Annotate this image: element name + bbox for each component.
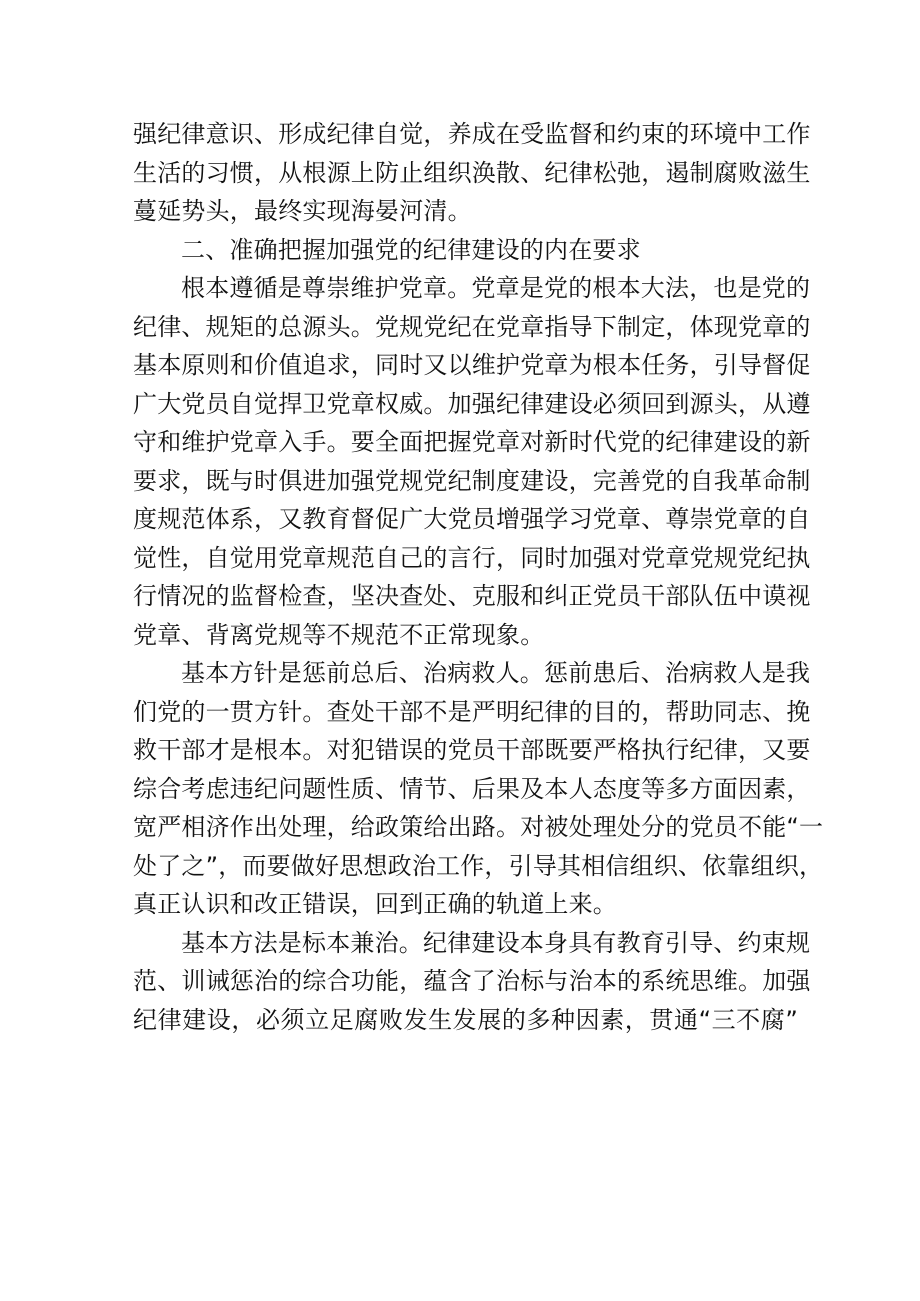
paragraph-4: [133, 654, 824, 924]
heading-line: 二、准确把握加强党的纪律建设的内在要求: [181, 235, 641, 264]
text-line: 救干部才是根本。对犯错误的党员干部既要严格执行纪律，又要: [133, 736, 811, 764]
text-line: 生活的习惯，从根源上防止组织涣散、纪律松弛，遏制腐败滋生: [133, 158, 811, 187]
text-line: 蔓延势头，最终实现海晏河清。: [133, 197, 472, 225]
paragraph-3: [133, 269, 811, 654]
text-line: 范、训诫惩治的综合功能，蕴含了治标与治本的系统思维。加强: [133, 967, 811, 995]
paragraph-1: [133, 115, 811, 231]
text-line: 宽严相济作出处理，给政策给出路。对被处理处分的党员不能“一: [133, 813, 824, 841]
section-heading: [133, 231, 798, 270]
text-line: 守和维护党章入手。要全面把握党章对新时代党的纪律建设的新: [133, 428, 811, 456]
text-line: 处了之”，而要做好思想政治工作，引导其相信组织、依靠组织，: [133, 851, 824, 880]
text-line: 强纪律意识、形成纪律自觉，养成在受监督和约束的环境中工作: [133, 120, 811, 148]
text-line: 综合考虑违纪问题性质、情节、后果及本人态度等多方面因素，: [133, 774, 811, 803]
text-line: 们党的一贯方针。查处干部不是严明纪律的目的，帮助同志、挽: [133, 697, 811, 726]
text-line: 党章、背离党规等不规范不正常现象。: [133, 620, 545, 649]
text-line: 纪律、规矩的总源头。党规党纪在党章指导下制定，体现党章的: [133, 312, 811, 341]
text-line: 度规范体系，又教育督促广大党员增强学习党章、尊崇党章的自: [133, 505, 811, 533]
text-line: 纪律建设，必须立足腐败发生发展的多种因素，贯通“三不腐”: [133, 1005, 798, 1034]
paragraph-5: [133, 924, 811, 1040]
text-line: 行情况的监督检查，坚决查处、克服和纠正党员干部队伍中谟视: [133, 582, 811, 610]
text-line: 觉性，自觉用党章规范自己的言行，同时加强对党章党规党纪执: [133, 543, 811, 572]
text-line: 基本方针是惩前总后、治病救人。惩前患后、治病救人是我: [181, 659, 811, 687]
text-line: 真正认识和改正错误，回到正确的轨道上来。: [133, 890, 617, 918]
text-line: 基本原则和价值追求，同时又以维护党章为根本任务，引导督促: [133, 351, 811, 379]
text-line: 根本遵循是尊崇维护党章。党章是党的根本大法，也是党的: [181, 274, 811, 302]
text-line: 基本方法是标本兼治。纪律建设本身具有教育引导、约束规: [181, 928, 811, 957]
text-line: 广大党员自觉捍卫党章权威。加强纪律建设必须回到源头，从遵: [133, 389, 811, 418]
document-body: [133, 115, 824, 1039]
text-line: 要求，既与时俱进加强党规党纪制度建设，完善党的自我革命制: [133, 466, 811, 495]
